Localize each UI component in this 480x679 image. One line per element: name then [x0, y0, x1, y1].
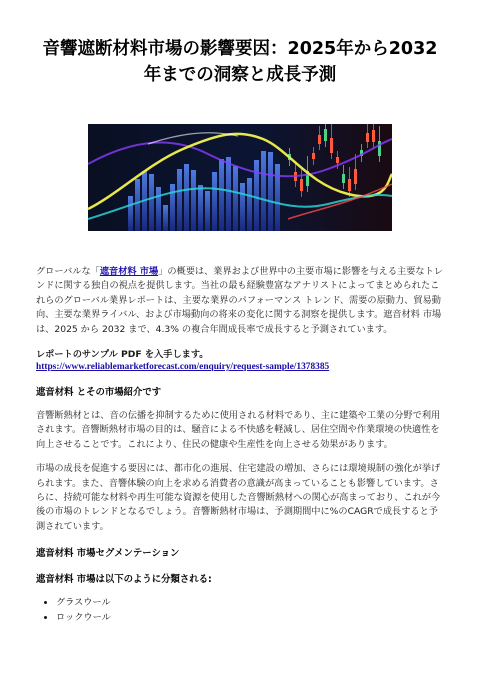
hero-bar — [149, 174, 154, 231]
hero-bar — [233, 166, 238, 231]
hero-candle — [354, 169, 357, 184]
overview-paragraph-2: 市場の成長を促進する要因には、都市化の進展、住宅建設の増加、さらには環境規制の強化が挙げられます。また、音響体験の向上を求める消費者の意識が高まっていることも影響しています。さらに、持続可能な材料や再生可能な資源を使用した音響断熱材への関心が高まっており、これが今後の市場のトレンドとなるでしょう。音響断熱材市場は、予測期間中に%のCAGRで成長すると予測されています。 — [36, 463, 441, 532]
page-title: 音響遮断材料市場の影響要因：2025年から2032年までの洞察と成長予測 — [42, 39, 438, 85]
hero-bar — [163, 205, 168, 231]
hero-bar — [219, 159, 224, 231]
list-item: • グラスウール — [56, 596, 444, 610]
market-overview-heading: 遮音材料 とその市場紹介です — [36, 387, 162, 399]
hero-candle — [348, 179, 351, 191]
sample-pdf-label: レポートのサンプル PDF を入手します。 — [36, 349, 209, 361]
hero-bar — [247, 178, 252, 231]
hero-candle — [366, 133, 369, 142]
hero-bar — [184, 164, 189, 231]
list-item: • ロックウール — [56, 611, 444, 625]
hero-bar — [268, 152, 273, 231]
hero-candle — [372, 130, 375, 142]
hero-bar — [128, 196, 133, 231]
classification-list — [36, 596, 444, 625]
intro-text-after: 」の概要は、業界および世界中の主要市場に影響を与える主要なトレンドに関する独自の視点を提供します。当社の最も経験豊富なアナリストによってまとめられたこれらのグローバル業界レポートは、主要な業界のパフォーマンス トレンド、需要の原動力、貿易動向、主要な業界ライバル、および市場動向の将来の変化に関する洞察を提供します。遮音材料 市場は、2025 から 2032 まで、4.3% の複合年間成長率で成長すると予測されています。 — [36, 266, 443, 335]
hero-bar — [198, 185, 203, 231]
market-keyword-link[interactable]: 遮音材料 市場 — [99, 266, 159, 277]
hero-candle — [318, 135, 321, 144]
hero-bar — [191, 170, 196, 231]
overview-paragraph-1: 音響断熱材とは、音の伝播を抑制するために使用される材料であり、主に建築や工業の分野で利用されます。音響断熱材市場の目的は、騒音による不快感を軽減し、居住空間や作業環境の快適性を向上させることです。これにより、住民の健康や生産性を向上させる効果があります。 — [36, 410, 441, 450]
hero-bar — [240, 183, 245, 231]
hero-candle — [300, 179, 303, 191]
hero-candle — [336, 157, 339, 163]
hero-candle — [312, 153, 315, 159]
hero-bar — [212, 172, 217, 231]
hero-bar — [205, 191, 210, 231]
hero-candle — [342, 174, 345, 183]
hero-candle — [330, 138, 333, 153]
hero-bar — [135, 179, 140, 231]
hero-bar — [177, 169, 182, 231]
hero-bar — [261, 151, 266, 231]
segmentation-heading: 遮音材料 市場セグメンテーション — [36, 548, 180, 560]
hero-bar — [226, 157, 231, 231]
intro-paragraph — [36, 265, 444, 337]
hero-bar — [156, 187, 161, 231]
hero-bar — [254, 160, 259, 231]
intro-text-before: グローバルな「 — [36, 266, 100, 277]
hero-market-chart-image — [88, 124, 392, 231]
hero-candle — [324, 129, 327, 141]
classification-heading: 遮音材料 市場は以下のように分類される: — [36, 574, 212, 586]
sample-request-link[interactable]: https://www.reliablemarketforecast.com/enquiry/request-sample/1378385 — [36, 362, 330, 373]
hero-bar — [275, 164, 280, 231]
